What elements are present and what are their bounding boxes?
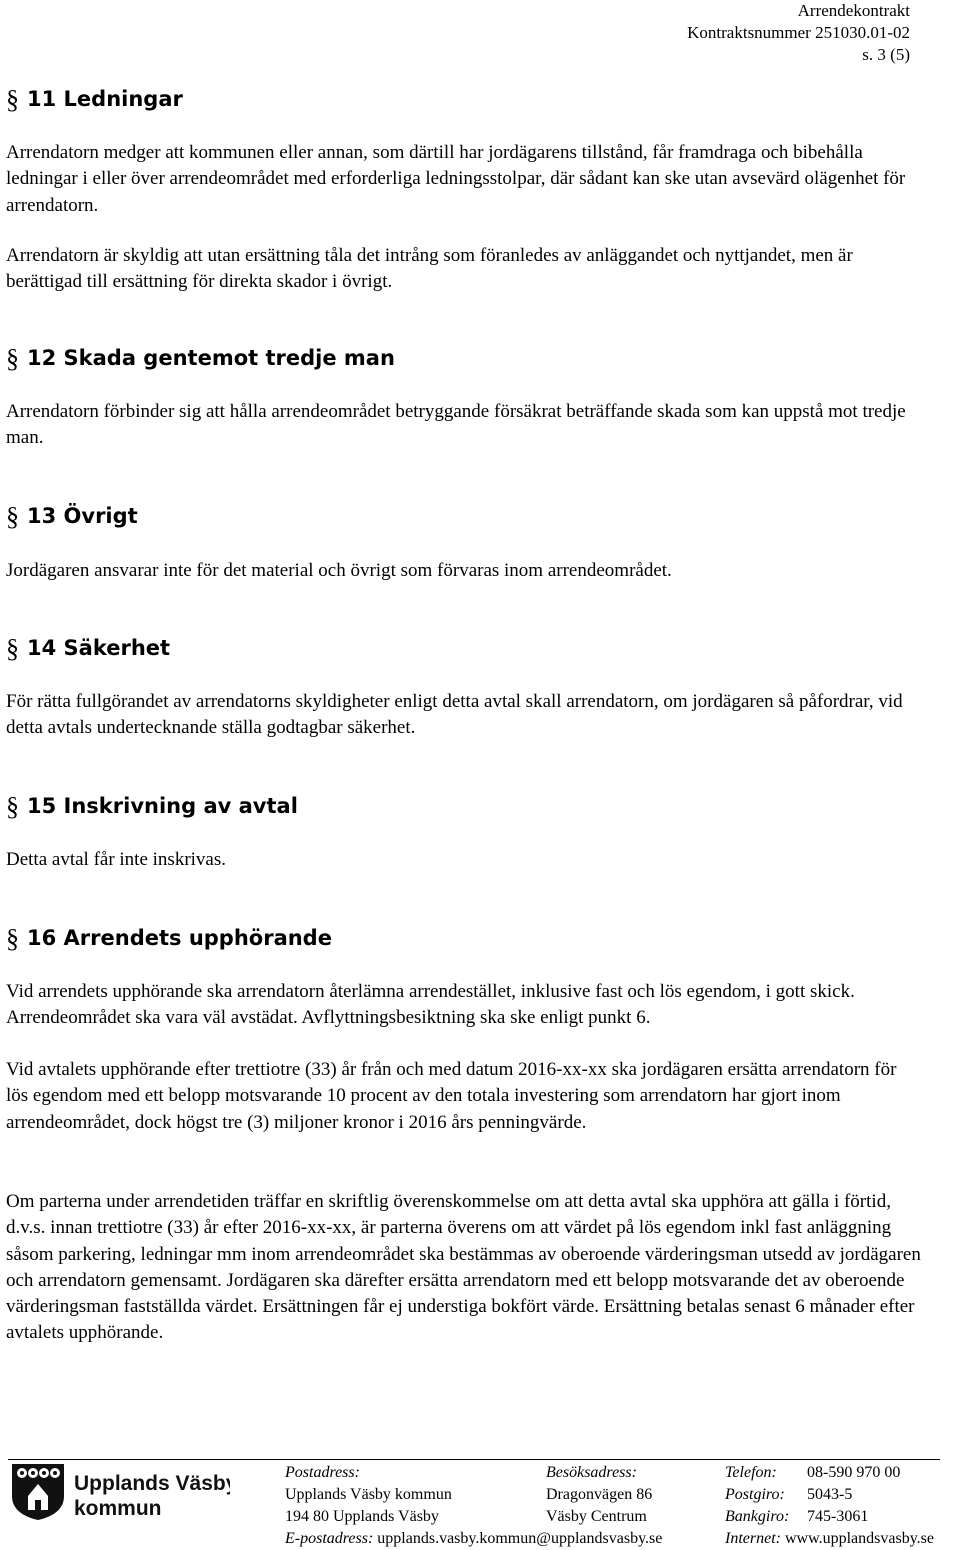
paragraph-11-2: Arrendatorn är skyldig att utan ersättning tåla det intrång som föranledes av anläggandet och nyttjandet, men är berättigad till ersättning för direkta skador i övrigt. bbox=[6, 245, 853, 293]
paragraph-16-2: Vid avtalets upphörande efter trettiotre (33) år från och med datum 2016-xx-xx ska jordägaren ersätta arrendatorn för lös egendom med ett belopp motsvarande 10 procent av den totala investering som arrendatorn har gjort inom arrendeområdet, dock högst tre (3) miljoner kronor i 2016 års penningvärde. bbox=[6, 1059, 897, 1133]
paragraph-16-1: Vid arrendets upphörande ska arrendatorn återlämna arrendestället, inklusive fast och lös egendom, i gott skick. Arrendeområdet ska vara väl avstädat. Avflyttningsbesiktning ska ske enligt punkt 6. bbox=[6, 981, 855, 1029]
paragraph-14-1: För rätta fullgörandet av arrendatorns skyldigheter enligt detta avtal skall arrendatorn, om jordägaren så påfordrar, vid detta avtals undertecknande ställa godtagbar säkerhet. bbox=[6, 691, 903, 739]
contract-number: Kontraktsnummer 251030.01-02 bbox=[687, 23, 910, 42]
bankgiro-label: Bankgiro: bbox=[725, 1508, 790, 1525]
internet-label: Internet: bbox=[725, 1530, 781, 1547]
municipality-logo bbox=[10, 1462, 230, 1522]
section-sign-icon: § bbox=[6, 792, 19, 821]
paragraph-13-1: Jordägaren ansvarar inte för det material och övrigt som förvaras inom arrendeområdet. bbox=[6, 560, 672, 581]
section-heading-13: § 13 Övrigt bbox=[6, 502, 138, 531]
paragraph-12-1: Arrendatorn förbinder sig att hålla arrendeområdet betryggande försäkrat beträffande skada som kan uppstå mot tredje man. bbox=[6, 401, 906, 449]
phone-value: 08-590 970 00 bbox=[807, 1464, 901, 1481]
footer-divider bbox=[8, 1459, 940, 1460]
postal-line-1: Upplands Väsby kommun bbox=[285, 1486, 452, 1503]
section-heading-15: § 15 Inskrivning av avtal bbox=[6, 792, 298, 821]
email-label: E-postadress: bbox=[285, 1530, 374, 1547]
website-link[interactable]: www.upplandsvasby.se bbox=[784, 1530, 934, 1547]
bankgiro-value: 745-3061 bbox=[807, 1508, 869, 1525]
paragraph-11-1: Arrendatorn medger att kommunen eller annan, som därtill har jordägarens tillstånd, får framdraga och bibehålla ledningar i eller över arrendeområdet med erforderliga ledningsstolpar, där sådant kan ske utan avsevärd olägenhet för arrendatorn. bbox=[6, 142, 906, 216]
paragraph-15-1: Detta avtal får inte inskrivas. bbox=[6, 849, 227, 870]
section-heading-16: § 16 Arrendets upphörande bbox=[6, 924, 332, 953]
visit-line-2: Väsby Centrum bbox=[546, 1508, 647, 1525]
section-sign-icon: § bbox=[6, 85, 19, 114]
logo-text-2: kommun bbox=[74, 1497, 162, 1520]
postal-label: Postadress: bbox=[285, 1464, 360, 1481]
logo-text-1: Upplands Väsby bbox=[74, 1472, 230, 1495]
document-type: Arrendekontrakt bbox=[797, 1, 910, 20]
visit-line-1: Dragonvägen 86 bbox=[546, 1486, 653, 1503]
section-sign-icon: § bbox=[6, 502, 19, 531]
email-link[interactable]: upplands.vasby.kommun@upplandsvasby.se bbox=[377, 1530, 663, 1547]
postgiro-value: 5043-5 bbox=[807, 1486, 853, 1503]
section-heading-14: § 14 Säkerhet bbox=[6, 634, 171, 663]
crest-icon bbox=[10, 1462, 230, 1522]
phone-label: Telefon: bbox=[725, 1464, 777, 1481]
section-heading-12: § 12 Skada gentemot tredje man bbox=[6, 344, 395, 373]
postgiro-label: Postgiro: bbox=[725, 1486, 785, 1503]
visit-label: Besöksadress: bbox=[546, 1464, 637, 1481]
postal-line-2: 194 80 Upplands Väsby bbox=[285, 1508, 439, 1525]
page-number: s. 3 (5) bbox=[862, 45, 910, 64]
paragraph-16-3: Om parterna under arrendetiden träffar en skriftlig överenskommelse om att detta avtal ska upphöra att gälla i förtid, d.v.s. innan trettiotre (33) år efter 2016-xx-xx, är parterna överens om att värdet på lös egendom inkl fast anläggning såsom parkering, ledningar mm inom arrendeområdet ska bestämmas av oberoende värderingsman utsedd av jordägaren och arrendatorn gemensamt. Jordägaren ska därefter ersätta arrendatorn med ett belopp motsvarande det av oberoende värderingsman fastställda värdet. Ersättningen får ej understiga bokfört värde. Ersättning betalas senast 6 månader efter avtalets upphörande. bbox=[6, 1191, 921, 1344]
section-heading-11: § 11 Ledningar bbox=[6, 85, 183, 114]
section-sign-icon: § bbox=[6, 634, 19, 663]
section-sign-icon: § bbox=[6, 344, 19, 373]
section-sign-icon: § bbox=[6, 924, 19, 953]
